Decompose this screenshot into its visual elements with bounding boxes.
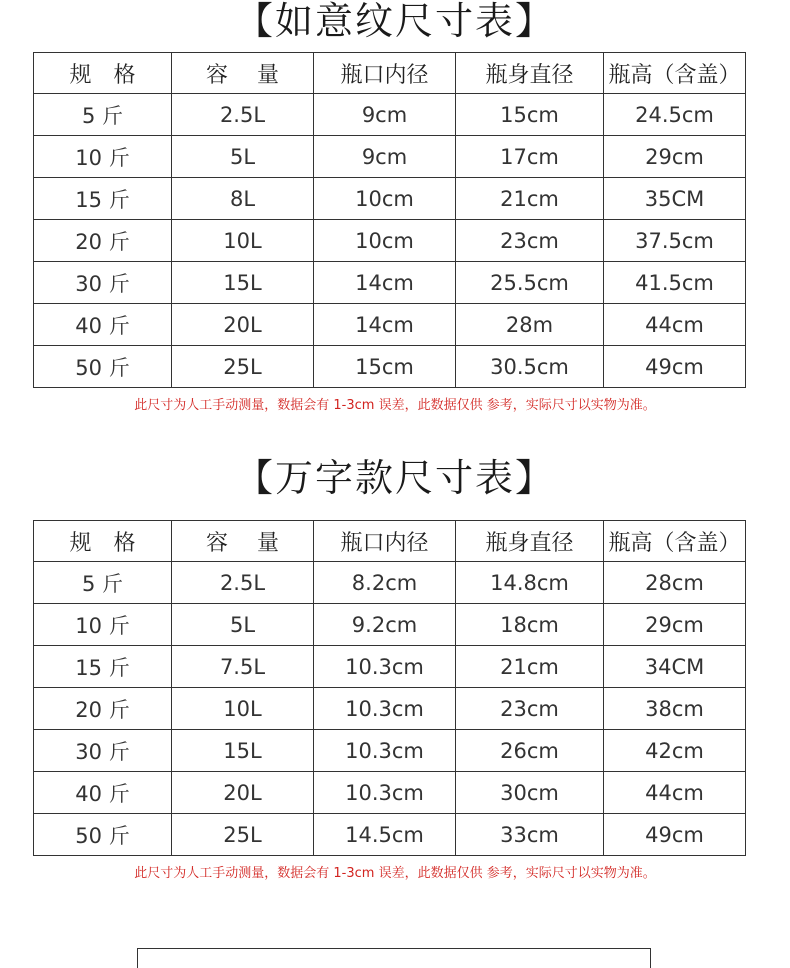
section-title-wanzi: 【万字款尺寸表】 <box>234 456 555 500</box>
table-body <box>34 562 746 856</box>
table-header-row <box>34 53 746 94</box>
cell-capacity: 25L <box>172 346 314 388</box>
cell-body-diameter: 21cm <box>456 646 604 688</box>
cell-mouth-diameter: 10cm <box>314 178 456 220</box>
cell-capacity: 25L <box>172 814 314 856</box>
cell-mouth-diameter: 10.3cm <box>314 688 456 730</box>
header-spec: 规 格 <box>34 521 172 562</box>
cell-spec: 40 斤 <box>34 304 172 346</box>
header-mouth-diameter: 瓶口内径 <box>314 53 456 94</box>
header-mouth-diameter: 瓶口内径 <box>314 521 456 562</box>
cell-mouth-diameter: 14cm <box>314 262 456 304</box>
header-capacity: 容 量 <box>172 53 314 94</box>
cell-spec: 30 斤 <box>34 262 172 304</box>
cell-body-diameter: 30.5cm <box>456 346 604 388</box>
bottom-frame <box>137 948 651 968</box>
header-height: 瓶高（含盖） <box>604 521 746 562</box>
cell-capacity: 20L <box>172 772 314 814</box>
cell-spec: 20 斤 <box>34 688 172 730</box>
cell-capacity: 5L <box>172 136 314 178</box>
header-capacity: 容 量 <box>172 521 314 562</box>
cell-capacity: 2.5L <box>172 562 314 604</box>
header-body-diameter: 瓶身直径 <box>456 521 604 562</box>
cell-height: 29cm <box>604 604 746 646</box>
cell-body-diameter: 33cm <box>456 814 604 856</box>
cell-mouth-diameter: 14cm <box>314 304 456 346</box>
cell-body-diameter: 23cm <box>456 688 604 730</box>
cell-spec: 10 斤 <box>34 136 172 178</box>
header-spec: 规 格 <box>34 53 172 94</box>
cell-mouth-diameter: 9cm <box>314 94 456 136</box>
cell-mouth-diameter: 10cm <box>314 220 456 262</box>
cell-capacity: 10L <box>172 220 314 262</box>
table-row <box>34 688 746 730</box>
cell-body-diameter: 25.5cm <box>456 262 604 304</box>
cell-spec: 50 斤 <box>34 346 172 388</box>
table-row <box>34 562 746 604</box>
table-row <box>34 730 746 772</box>
cell-height: 34CM <box>604 646 746 688</box>
cell-spec: 5 斤 <box>34 562 172 604</box>
measurement-note: 此尺寸为人工手动测量，数据会有 1-3cm 误差，此数据仅供 参考，实际尺寸以实物为准。 <box>134 398 656 413</box>
table-row <box>34 814 746 856</box>
cell-spec: 30 斤 <box>34 730 172 772</box>
table-row <box>34 262 746 304</box>
cell-capacity: 10L <box>172 688 314 730</box>
cell-capacity: 20L <box>172 304 314 346</box>
cell-height: 35CM <box>604 178 746 220</box>
table-body <box>34 94 746 388</box>
cell-spec: 40 斤 <box>34 772 172 814</box>
cell-spec: 20 斤 <box>34 220 172 262</box>
cell-spec: 5 斤 <box>34 94 172 136</box>
cell-height: 49cm <box>604 346 746 388</box>
cell-capacity: 7.5L <box>172 646 314 688</box>
table-row <box>34 94 746 136</box>
cell-spec: 15 斤 <box>34 178 172 220</box>
measurement-note: 此尺寸为人工手动测量，数据会有 1-3cm 误差，此数据仅供 参考，实际尺寸以实物为准。 <box>134 866 656 881</box>
header-body-diameter: 瓶身直径 <box>456 53 604 94</box>
cell-capacity: 15L <box>172 262 314 304</box>
cell-height: 38cm <box>604 688 746 730</box>
cell-body-diameter: 15cm <box>456 94 604 136</box>
table-row <box>34 304 746 346</box>
cell-spec: 50 斤 <box>34 814 172 856</box>
cell-spec: 15 斤 <box>34 646 172 688</box>
cell-body-diameter: 17cm <box>456 136 604 178</box>
cell-mouth-diameter: 9cm <box>314 136 456 178</box>
cell-capacity: 5L <box>172 604 314 646</box>
cell-height: 49cm <box>604 814 746 856</box>
cell-height: 41.5cm <box>604 262 746 304</box>
table-row <box>34 346 746 388</box>
cell-body-diameter: 21cm <box>456 178 604 220</box>
cell-height: 28cm <box>604 562 746 604</box>
table-row <box>34 178 746 220</box>
cell-mouth-diameter: 14.5cm <box>314 814 456 856</box>
cell-height: 44cm <box>604 772 746 814</box>
cell-mouth-diameter: 10.3cm <box>314 730 456 772</box>
size-table-ruyi <box>33 52 746 388</box>
cell-height: 44cm <box>604 304 746 346</box>
cell-body-diameter: 18cm <box>456 604 604 646</box>
cell-mouth-diameter: 10.3cm <box>314 772 456 814</box>
cell-body-diameter: 28m <box>456 304 604 346</box>
cell-height: 37.5cm <box>604 220 746 262</box>
table-header-row <box>34 521 746 562</box>
cell-mouth-diameter: 15cm <box>314 346 456 388</box>
table-row <box>34 220 746 262</box>
cell-capacity: 15L <box>172 730 314 772</box>
cell-height: 42cm <box>604 730 746 772</box>
cell-body-diameter: 26cm <box>456 730 604 772</box>
table-row <box>34 604 746 646</box>
cell-height: 24.5cm <box>604 94 746 136</box>
table-row <box>34 136 746 178</box>
cell-mouth-diameter: 8.2cm <box>314 562 456 604</box>
size-table-wanzi <box>33 520 746 856</box>
cell-mouth-diameter: 10.3cm <box>314 646 456 688</box>
cell-body-diameter: 23cm <box>456 220 604 262</box>
cell-capacity: 8L <box>172 178 314 220</box>
cell-capacity: 2.5L <box>172 94 314 136</box>
cell-body-diameter: 30cm <box>456 772 604 814</box>
table-row <box>34 646 746 688</box>
header-height: 瓶高（含盖） <box>604 53 746 94</box>
cell-mouth-diameter: 9.2cm <box>314 604 456 646</box>
table-row <box>34 772 746 814</box>
section-title-ruyi: 【如意纹尺寸表】 <box>234 0 555 43</box>
cell-height: 29cm <box>604 136 746 178</box>
cell-body-diameter: 14.8cm <box>456 562 604 604</box>
cell-spec: 10 斤 <box>34 604 172 646</box>
